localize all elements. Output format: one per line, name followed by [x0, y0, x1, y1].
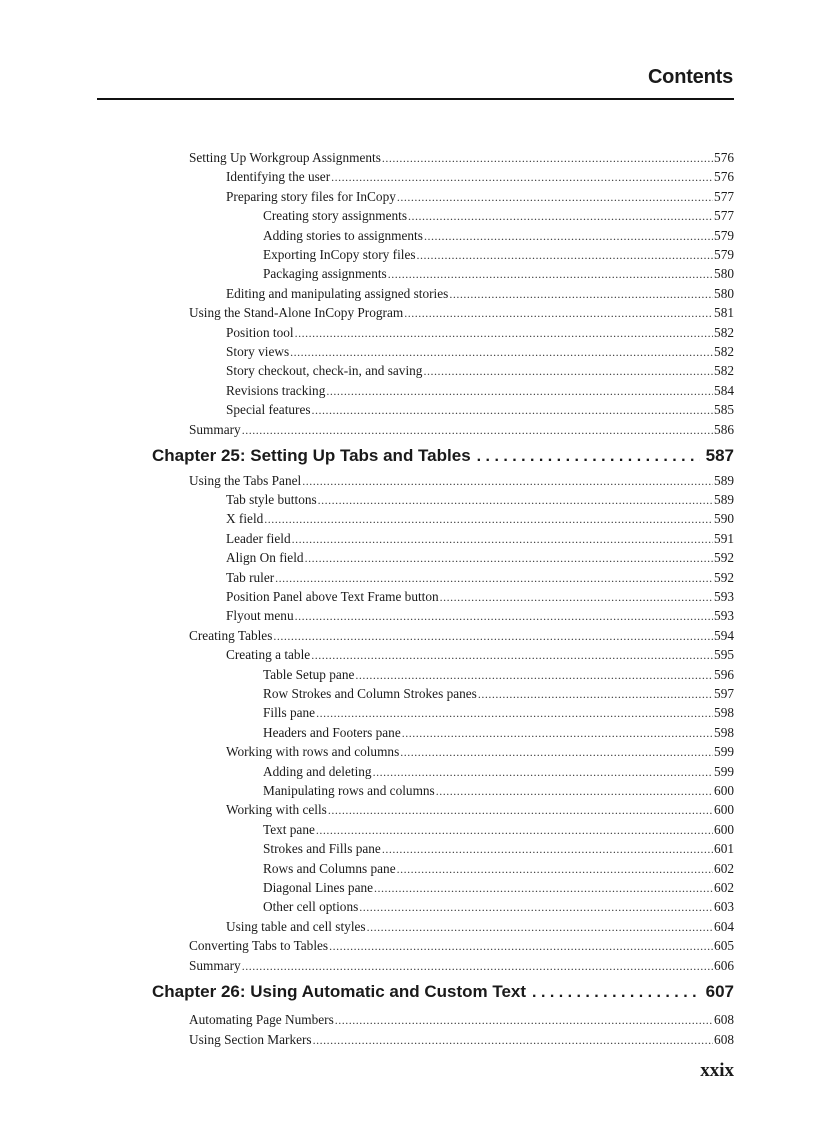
toc-entry[interactable] [226, 187, 734, 206]
toc-entry-title: Position Panel above Text Frame button [226, 589, 439, 604]
toc-entry-page: 595 [714, 647, 734, 663]
toc-entry[interactable] [263, 684, 734, 703]
toc-entry[interactable] [189, 471, 734, 490]
toc-entry-title: Automating Page Numbers [189, 1012, 334, 1028]
dot-leader [367, 918, 713, 937]
toc-entry-title: Strokes and Fills pane [263, 841, 381, 857]
toc-entry[interactable] [226, 548, 734, 567]
toc-entry[interactable] [189, 420, 734, 439]
dot-leader [382, 149, 713, 168]
toc-entry[interactable] [226, 606, 734, 625]
dot-leader [400, 743, 713, 762]
toc-entry-title: Working with rows and columns [226, 744, 400, 760]
dot-leader [532, 980, 700, 1006]
dot-leader [313, 1031, 713, 1050]
toc-entry-page: 598 [714, 724, 734, 740]
toc-entry-page: 597 [714, 686, 734, 701]
toc-entry[interactable] [189, 1030, 734, 1049]
toc-entry-page: 603 [714, 899, 734, 915]
dot-leader [374, 879, 713, 898]
toc-entry-title: Using table and cell styles [226, 918, 366, 934]
toc-entry-page: 580 [714, 285, 734, 301]
toc-entry-title: Story checkout, check-in, and saving [226, 363, 423, 379]
toc-entry-page: 608 [714, 1012, 734, 1028]
toc-entry-title: Diagonal Lines pane [263, 880, 374, 895]
toc-entry-title: Using the Tabs Panel [189, 472, 302, 488]
toc-entry[interactable] [263, 226, 734, 245]
toc-entry-page: 582 [714, 363, 734, 379]
toc-entry-page: 594 [714, 627, 734, 643]
toc-entry-page: 598 [714, 705, 734, 721]
toc-entry[interactable] [263, 665, 734, 684]
toc-entry-title: Manipulating rows and columns [263, 783, 435, 798]
toc-entry-title: Tab style buttons [226, 492, 317, 507]
dot-leader [477, 444, 700, 470]
dot-leader [292, 530, 713, 549]
toc-entry-page: 589 [714, 472, 734, 488]
toc-entry[interactable] [263, 762, 734, 781]
toc-entry-title: Row Strokes and Column Strokes panes [263, 686, 477, 701]
toc-entry-page: 577 [714, 208, 734, 224]
toc-entry-page: 592 [714, 569, 734, 585]
toc-entry[interactable] [226, 361, 734, 380]
toc-entry[interactable] [263, 839, 734, 858]
dot-leader [397, 860, 713, 879]
toc-entry[interactable] [263, 703, 734, 722]
toc-entry-page: 596 [714, 666, 734, 682]
toc-entry[interactable] [263, 245, 734, 264]
toc-entry-title: Adding stories to assignments [263, 227, 423, 243]
dot-leader [402, 724, 713, 743]
toc-entry[interactable] [189, 148, 734, 167]
toc-entry-page: 577 [714, 188, 734, 204]
dot-leader [302, 472, 713, 491]
dot-leader [478, 685, 713, 704]
toc-entry-title: Tab ruler [226, 569, 275, 585]
toc-entry-page: 579 [714, 247, 734, 262]
dot-leader [312, 401, 714, 420]
toc-entry-title: Text pane [263, 821, 315, 837]
toc-entry[interactable] [226, 800, 734, 819]
dot-leader [242, 957, 713, 976]
toc-entry-title: Summary [189, 957, 241, 973]
toc-entry[interactable] [263, 897, 734, 916]
toc-entry-title: Creating a table [226, 647, 311, 663]
toc-entry[interactable] [189, 303, 734, 322]
toc-entry-title: Flyout menu [226, 608, 294, 624]
toc-entry-title: Align On field [226, 550, 304, 566]
toc-entry[interactable] [226, 568, 734, 587]
toc-entry[interactable] [226, 342, 734, 361]
toc-entry[interactable] [263, 820, 734, 839]
toc-entry-title: Using the Stand-Alone InCopy Program [189, 305, 404, 321]
toc-entry-title: Chapter 26: Using Automatic and Custom Text [152, 982, 527, 1001]
toc-entry-page: 584 [714, 382, 734, 398]
toc-entry[interactable] [189, 626, 734, 645]
toc-entry-title: X field [226, 511, 264, 527]
toc-entry-title: Exporting InCopy story files [263, 247, 416, 262]
dot-leader [417, 246, 714, 265]
toc-entry[interactable] [263, 781, 734, 800]
dot-leader [316, 821, 713, 840]
dot-leader [295, 607, 713, 626]
toc-entry-page: 604 [714, 918, 734, 934]
toc-entry-title: Identifying the user [226, 169, 331, 185]
dot-leader [424, 227, 713, 246]
dot-leader [440, 588, 713, 607]
dot-leader [335, 1011, 713, 1030]
toc-entry-page: 600 [714, 802, 734, 818]
toc-entry[interactable] [226, 490, 734, 509]
toc-entry-title: Setting Up Workgroup Assignments [189, 150, 381, 165]
toc-entry-title: Position tool [226, 324, 294, 340]
dot-leader [408, 207, 713, 226]
toc-entry-page: 607 [705, 982, 734, 1001]
toc-entry-title: Headers and Footers pane [263, 724, 401, 740]
dot-leader [331, 168, 713, 187]
dot-leader [311, 646, 713, 665]
toc-entry[interactable] [226, 742, 734, 761]
dot-leader [275, 569, 713, 588]
toc-entry-page: 602 [714, 860, 734, 876]
toc-entry[interactable] [189, 1010, 734, 1029]
toc-entry-title: Revisions tracking [226, 382, 326, 398]
toc-entry-page: 606 [714, 957, 734, 973]
toc-entry-page: 600 [714, 783, 734, 798]
toc-entry-page: 590 [714, 511, 734, 527]
header-rule [97, 98, 734, 100]
toc-entry[interactable] [226, 645, 734, 664]
toc-entry-page: 576 [714, 150, 734, 165]
toc-entry-title: Working with cells [226, 802, 327, 818]
toc-entry-page: 592 [714, 550, 734, 566]
toc-entry[interactable] [226, 587, 734, 606]
toc-entry-title: Converting Tabs to Tables [189, 938, 329, 954]
toc-entry-title: Special features [226, 402, 311, 418]
dot-leader [373, 763, 713, 782]
toc-entry-page: 581 [714, 305, 734, 321]
toc-entry-page: 601 [714, 841, 734, 857]
toc-entry[interactable] [189, 956, 734, 975]
dot-leader [316, 704, 713, 723]
toc-entry[interactable] [226, 167, 734, 186]
dot-leader [290, 343, 713, 362]
dot-leader [318, 491, 713, 510]
toc-entry-page: 580 [714, 266, 734, 282]
dot-leader [388, 265, 713, 284]
toc-entry-page: 589 [714, 492, 734, 507]
toc-entry-page: 576 [714, 169, 734, 185]
dot-leader [449, 285, 713, 304]
toc-entry[interactable] [226, 323, 734, 342]
dot-leader [242, 421, 713, 440]
toc-entry-page: 599 [714, 763, 734, 779]
dot-leader [264, 510, 713, 529]
toc-entry-title: Table Setup pane [263, 666, 355, 682]
toc-entry-page: 579 [714, 227, 734, 243]
toc-entry-title: Adding and deleting [263, 763, 372, 779]
toc-entry-title: Editing and manipulating assigned stories [226, 285, 449, 301]
toc-entry[interactable] [263, 264, 734, 283]
dot-leader [295, 324, 713, 343]
toc-entry-title: Summary [189, 421, 241, 437]
dot-leader [423, 362, 713, 381]
toc-chapter-heading[interactable] [152, 443, 734, 469]
toc-entry[interactable] [189, 936, 734, 955]
toc-entry-page: 582 [714, 344, 734, 359]
toc-entry-page: 593 [714, 589, 734, 604]
toc-entry-page: 605 [714, 938, 734, 954]
toc-entry-title: Creating Tables [189, 627, 273, 643]
toc-entry[interactable] [263, 723, 734, 742]
toc-entry[interactable] [226, 529, 734, 548]
toc-entry-page: 593 [714, 608, 734, 624]
toc-entry[interactable] [226, 400, 734, 419]
dot-leader [326, 382, 713, 401]
dot-leader [359, 898, 713, 917]
toc-entry-page: 582 [714, 324, 734, 340]
toc-entry-title: Chapter 25: Setting Up Tabs and Tables [152, 446, 471, 465]
toc-entry[interactable] [226, 509, 734, 528]
dot-leader [329, 937, 713, 956]
dot-leader [328, 801, 713, 820]
dot-leader [397, 188, 713, 207]
toc-entry-page: 599 [714, 744, 734, 760]
toc-entry-title: Rows and Columns pane [263, 860, 396, 876]
toc-entry-title: Creating story assignments [263, 208, 408, 224]
page-number: xxix [700, 1060, 734, 1081]
toc-entry-title: Packaging assignments [263, 266, 387, 282]
dot-leader [382, 840, 713, 859]
toc-entry-page: 608 [714, 1031, 734, 1047]
toc-chapter-heading[interactable] [152, 979, 734, 1005]
toc-entry[interactable] [226, 381, 734, 400]
toc-entry-page: 591 [714, 530, 734, 546]
toc-entry[interactable] [263, 206, 734, 225]
toc-entry-title: Preparing story files for InCopy [226, 188, 396, 204]
toc-entry-page: 585 [714, 402, 734, 418]
toc-entry[interactable] [263, 859, 734, 878]
toc-entry[interactable] [226, 917, 734, 936]
toc-entry-page: 602 [714, 880, 734, 895]
dot-leader [355, 666, 713, 685]
page-title: Contents [647, 66, 733, 88]
toc-entry-title: Leader field [226, 530, 291, 546]
toc-entry-page: 586 [714, 421, 734, 437]
dot-leader [273, 627, 713, 646]
toc-entry-title: Using Section Markers [189, 1031, 312, 1047]
dot-leader [305, 549, 713, 568]
dot-leader [404, 304, 713, 323]
toc-entry[interactable] [263, 878, 734, 897]
toc-entry-title: Fills pane [263, 705, 316, 721]
toc-entry-title: Other cell options [263, 899, 359, 915]
toc-entry-title: Story views [226, 344, 290, 359]
dot-leader [436, 782, 713, 801]
toc-entry-page: 587 [705, 446, 734, 465]
toc-entry[interactable] [226, 284, 734, 303]
toc-entry-page: 600 [714, 821, 734, 837]
